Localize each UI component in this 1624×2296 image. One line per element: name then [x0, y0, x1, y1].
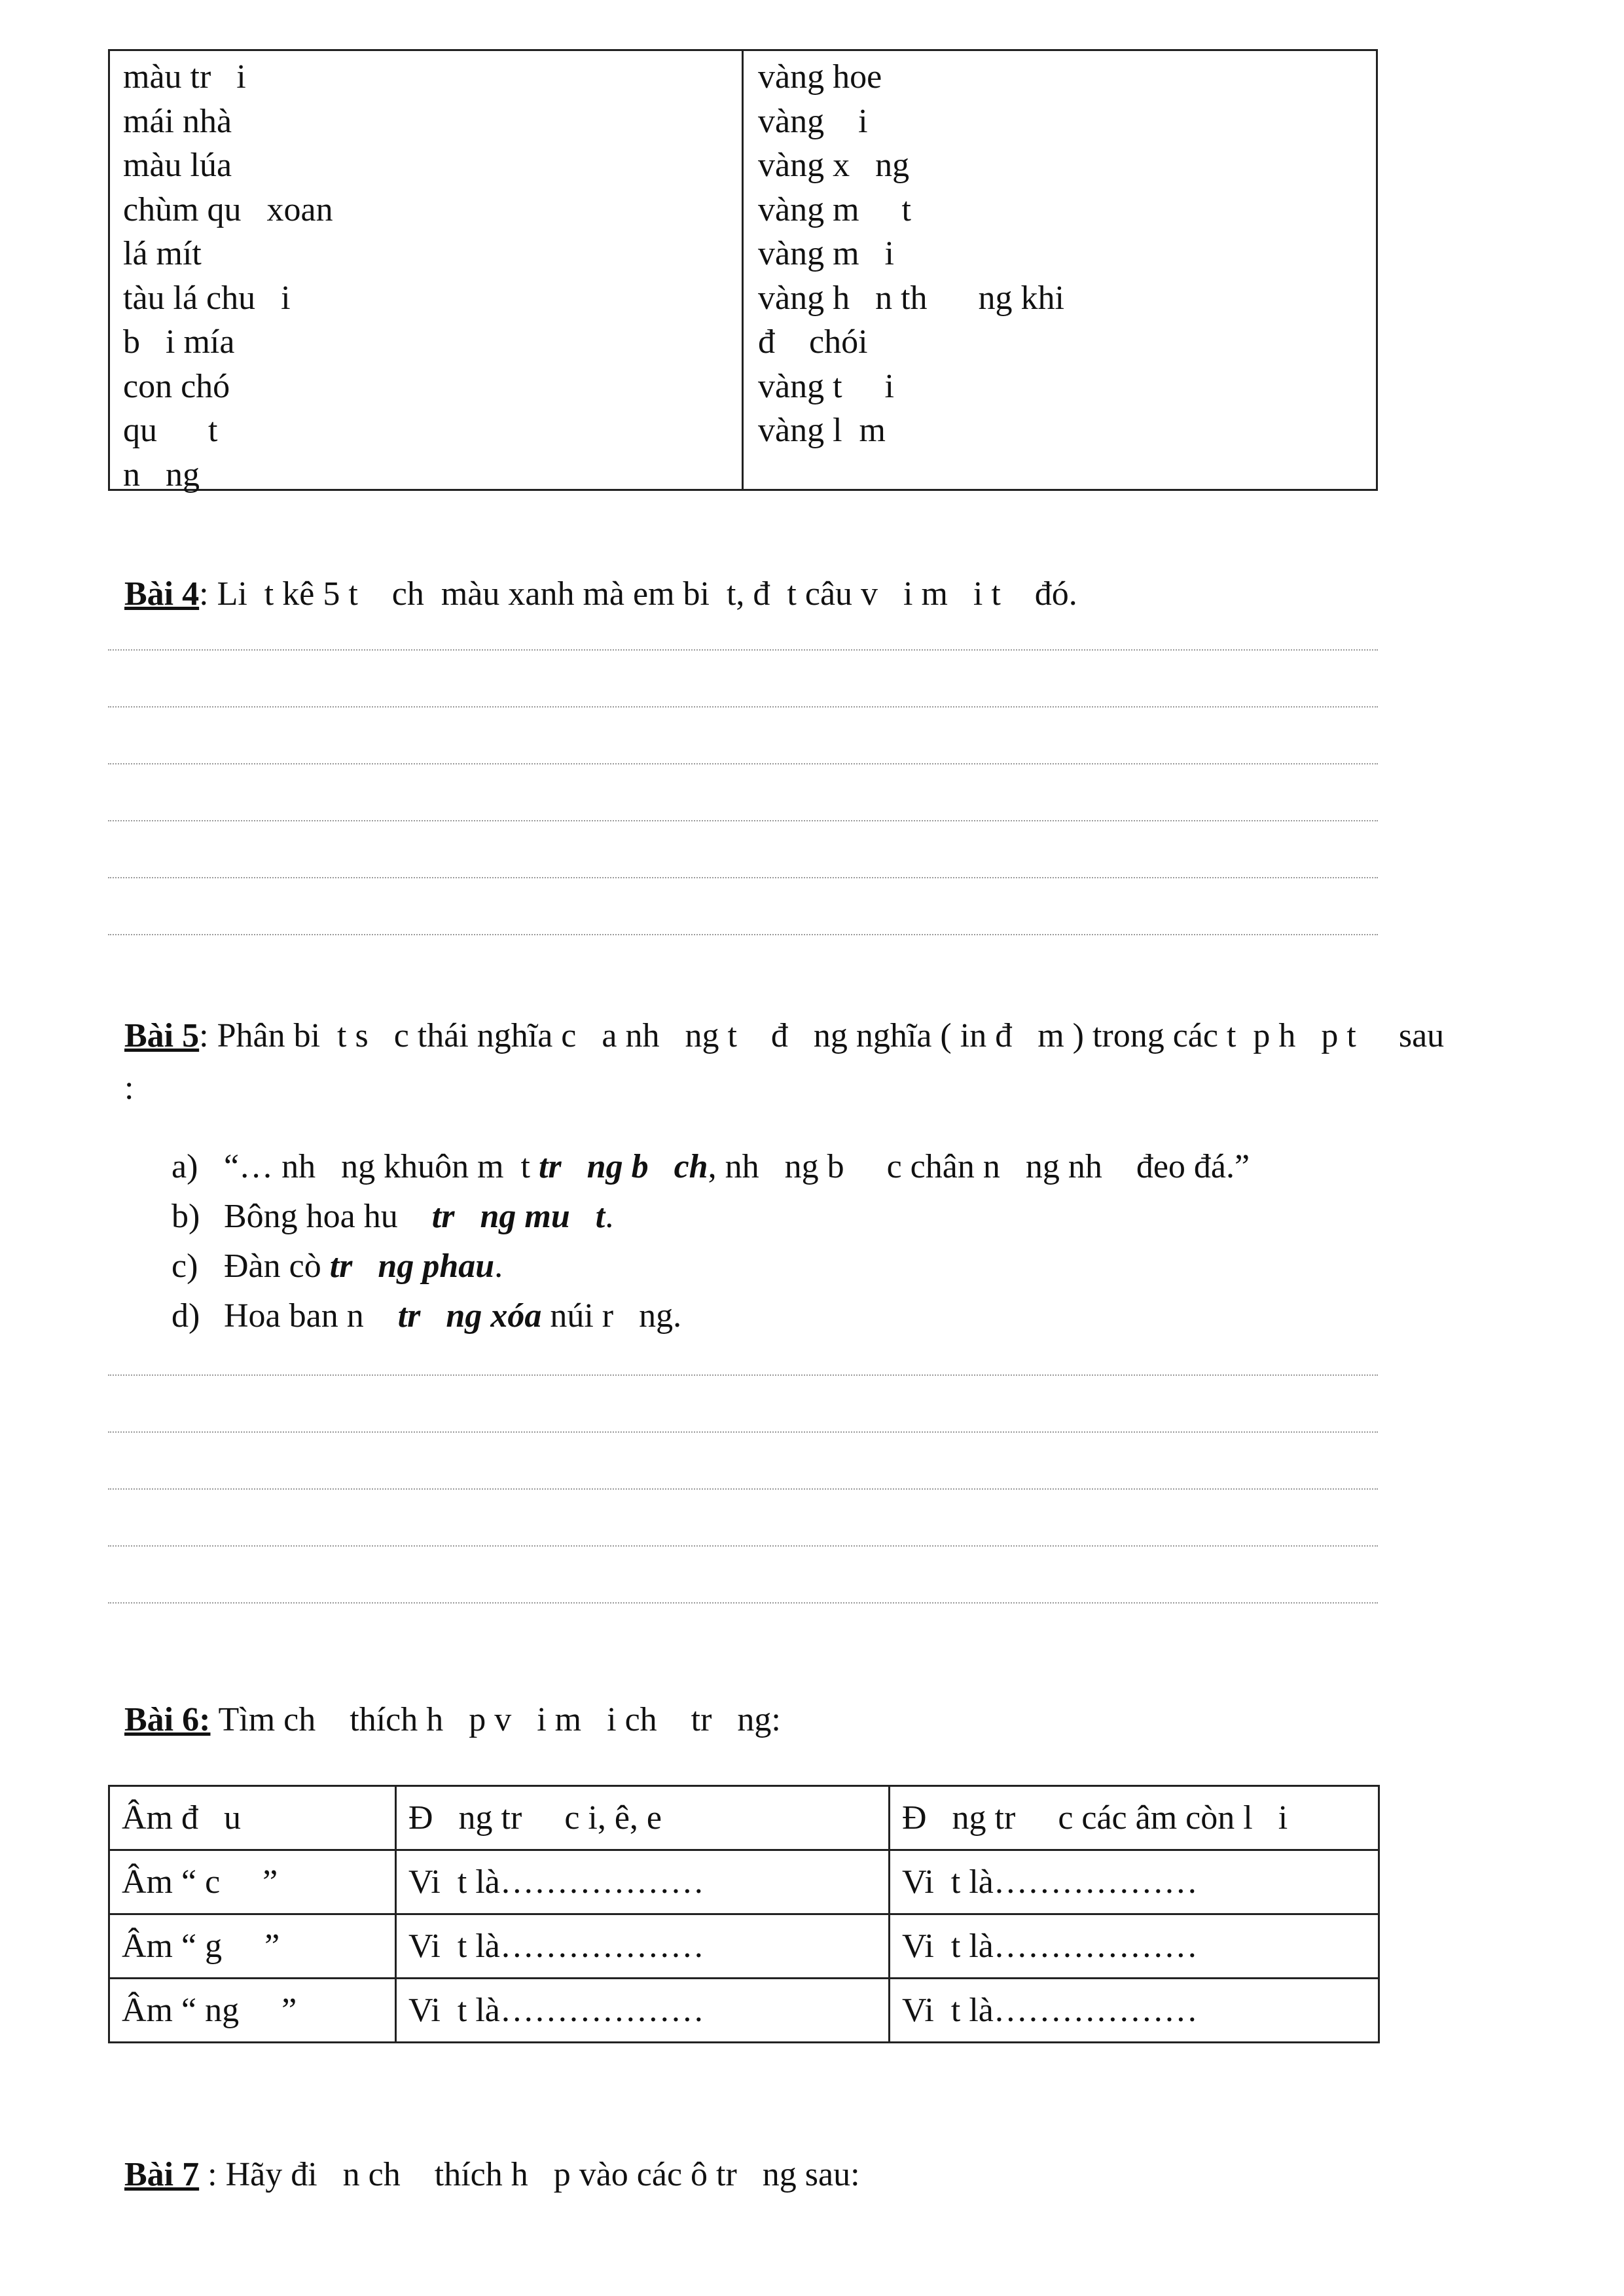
list-item: vàng m i — [758, 235, 894, 272]
table-right-column — [758, 55, 1064, 453]
list-item: lá mít — [123, 235, 202, 272]
table-cell: Vi t là……………… — [890, 1979, 1379, 2043]
color-word-table — [108, 49, 1378, 491]
answer-line — [108, 763, 1378, 764]
exercise-5-item-b: b) Bông hoa hu tr ng mu t. — [171, 1198, 614, 1235]
exercise-7-label: Bài 7 — [124, 2156, 200, 2193]
answer-line — [108, 649, 1378, 651]
exercise-4-text: : Li t kê 5 t ch màu xanh mà em bi t, đ t câu v i m i t đó. — [199, 575, 1077, 613]
list-item: con chó — [123, 367, 230, 405]
list-item: tàu lá chu i — [123, 279, 291, 317]
list-item: vàng i — [758, 102, 868, 140]
table-row — [109, 1914, 1379, 1979]
spelling-rule-table — [108, 1785, 1380, 2043]
answer-line — [108, 1488, 1378, 1490]
exercise-5-text: : Phân bi t s c thái nghĩa c a nh ng t đ ng nghĩa ( in đ m ) trong các t p h p t sau — [199, 1017, 1445, 1054]
list-item: mái nhà — [123, 102, 232, 140]
exercise-6-label: Bài 6: — [124, 1701, 211, 1738]
table-cell: Vi t là……………… — [396, 1914, 890, 1979]
exercise-5-heading — [124, 1014, 1444, 1057]
exercise-6-heading — [124, 1698, 781, 1741]
exercise-5-label: Bài 5 — [124, 1017, 200, 1054]
answer-line — [108, 1431, 1378, 1433]
exercise-5-item-d: d) Hoa ban n tr ng xóa núi r ng. — [171, 1297, 682, 1335]
exercise-5-item-c: c) Đàn cò tr ng phau. — [171, 1247, 503, 1285]
answer-line — [108, 706, 1378, 708]
exercise-4-label: Bài 4 — [124, 575, 200, 613]
table-cell: Vi t là……………… — [890, 1914, 1379, 1979]
highlighted-word: tr ng b ch — [538, 1148, 708, 1185]
answer-line — [108, 1602, 1378, 1604]
exercise-4-heading — [124, 573, 1077, 615]
list-item: vàng t i — [758, 367, 894, 405]
list-item: n ng — [123, 456, 200, 493]
list-item: qu t — [123, 412, 218, 449]
table-cell: Vi t là……………… — [396, 1979, 890, 2043]
list-item: màu tr i — [123, 58, 246, 96]
answer-line — [108, 820, 1378, 821]
answer-line — [108, 934, 1378, 935]
highlighted-word: tr ng xóa — [397, 1297, 542, 1335]
exercise-6-text: Tìm ch thích h p v i m i ch tr ng: — [210, 1701, 781, 1738]
table-header-cell: Âm đ u — [109, 1786, 396, 1850]
table-cell: Âm “ ng ” — [109, 1979, 396, 2043]
exercise-5-text-continued: : — [124, 1069, 134, 1107]
table-cell: Vi t là……………… — [890, 1850, 1379, 1914]
list-item: đ chói — [758, 323, 868, 361]
answer-line — [108, 1374, 1378, 1376]
answer-line — [108, 877, 1378, 878]
list-item: vàng h n th ng khi — [758, 279, 1064, 317]
table-row — [109, 1786, 1379, 1850]
answer-line — [108, 1545, 1378, 1547]
list-item: chùm qu xoan — [123, 190, 333, 228]
table-row — [109, 1850, 1379, 1914]
list-item: vàng m t — [758, 190, 911, 228]
highlighted-word: tr ng mu t — [431, 1198, 605, 1235]
highlighted-word: tr ng phau — [329, 1247, 495, 1285]
table-header-cell: Đ ng tr c các âm còn l i — [890, 1786, 1379, 1850]
table-header-cell: Đ ng tr c i, ê, e — [396, 1786, 890, 1850]
exercise-5-item-a: a) “… nh ng khuôn m t tr ng b ch, nh ng b c chân n ng nh đeo đá.” — [171, 1148, 1250, 1185]
list-item: vàng x ng — [758, 147, 910, 184]
table-cell: Âm “ c ” — [109, 1850, 396, 1914]
exercise-7-heading — [124, 2153, 860, 2196]
list-item: b i mía — [123, 323, 235, 361]
table-divider — [742, 51, 744, 489]
list-item: vàng l m — [758, 412, 886, 449]
list-item: màu lúa — [123, 147, 232, 184]
table-left-column — [123, 55, 333, 497]
exercise-7-text: : Hãy đi n ch thích h p vào các ô tr ng sau: — [199, 2156, 860, 2193]
list-item: vàng hoe — [758, 58, 882, 96]
table-cell: Âm “ g ” — [109, 1914, 396, 1979]
table-row — [109, 1979, 1379, 2043]
table-cell: Vi t là……………… — [396, 1850, 890, 1914]
